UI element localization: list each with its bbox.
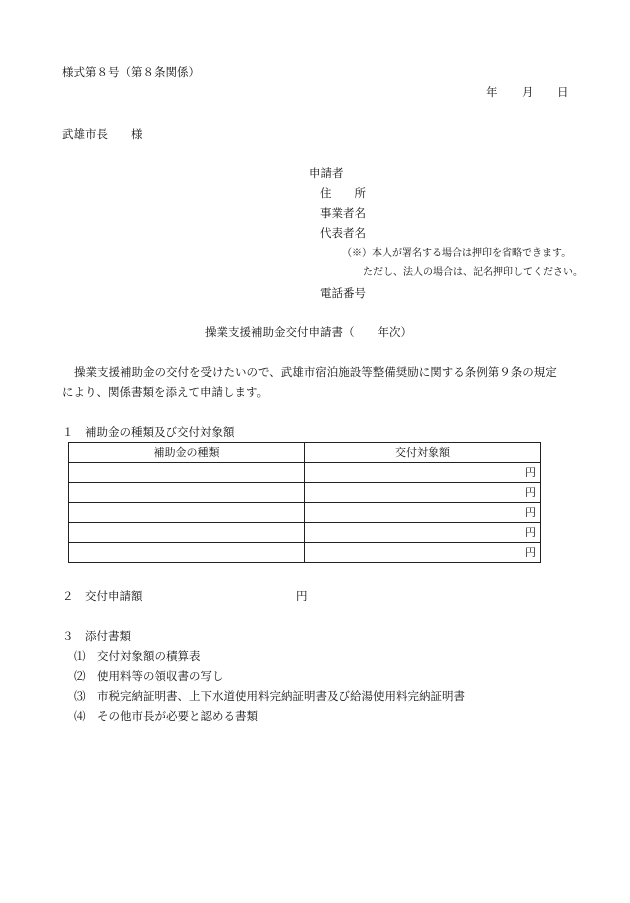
attachment-item: ⑷ その他市長が必要と認める書類 xyxy=(74,709,258,723)
attachment-item: ⑴ 交付対象額の積算表 xyxy=(74,649,201,663)
attachment-item: ⑶ 市税完納証明書、上下水道使用料完納証明書及び給湯使用料完納証明書 xyxy=(74,689,465,703)
amount-cell[interactable]: 円 xyxy=(305,523,541,543)
amount-cell[interactable]: 円 xyxy=(305,463,541,483)
column-header-amount: 交付対象額 xyxy=(305,443,541,463)
subsidy-type-cell[interactable] xyxy=(69,543,305,563)
date-year-label: 年 xyxy=(486,85,498,99)
form-number: 様式第８号（第８条関係） xyxy=(62,65,200,79)
business-name-label: 事業者名 xyxy=(320,206,366,220)
subsidy-type-cell[interactable] xyxy=(69,463,305,483)
table-row xyxy=(69,463,541,483)
applicant-heading: 申請者 xyxy=(309,166,344,180)
body-text-line-2: により、関係書類を添えて申請します。 xyxy=(62,385,269,399)
subsidy-type-cell[interactable] xyxy=(69,503,305,523)
application-amount-unit: 円 xyxy=(296,589,308,603)
section-2-heading: ２ 交付申請額 xyxy=(62,589,143,603)
table-row xyxy=(69,483,541,503)
section-3-heading: ３ 添付書類 xyxy=(62,629,131,643)
table-row xyxy=(69,503,541,523)
address-label: 住 所 xyxy=(320,186,366,200)
column-header-subsidy-type: 補助金の種類 xyxy=(69,443,305,463)
subsidy-type-cell[interactable] xyxy=(69,523,305,543)
date-month-label: 月 xyxy=(522,85,534,99)
subsidy-table xyxy=(68,442,541,563)
addressee: 武雄市長 様 xyxy=(62,127,143,141)
amount-cell[interactable]: 円 xyxy=(305,483,541,503)
date-day-label: 日 xyxy=(557,85,569,99)
amount-cell[interactable]: 円 xyxy=(305,503,541,523)
table-row xyxy=(69,523,541,543)
amount-cell[interactable]: 円 xyxy=(305,543,541,563)
document-title: 操業支援補助金交付申請書（ 年次） xyxy=(205,325,412,339)
phone-label: 電話番号 xyxy=(320,286,366,300)
table-header-row xyxy=(69,443,541,463)
seal-note: （※）本人が署名する場合は押印を省略できます。 xyxy=(342,248,572,259)
seal-note-corporate: ただし、法人の場合は、記名押印してください。 xyxy=(363,267,583,278)
representative-label: 代表者名 xyxy=(320,226,366,240)
table-row xyxy=(69,543,541,563)
attachment-item: ⑵ 使用料等の領収書の写し xyxy=(74,669,224,683)
body-text-line-1: 操業支援補助金の交付を受けたいので、武雄市宿泊施設等整備奨励に関する条例第９条の規定 xyxy=(74,365,557,379)
subsidy-type-cell[interactable] xyxy=(69,483,305,503)
section-1-heading: １ 補助金の種類及び交付対象額 xyxy=(62,425,235,439)
